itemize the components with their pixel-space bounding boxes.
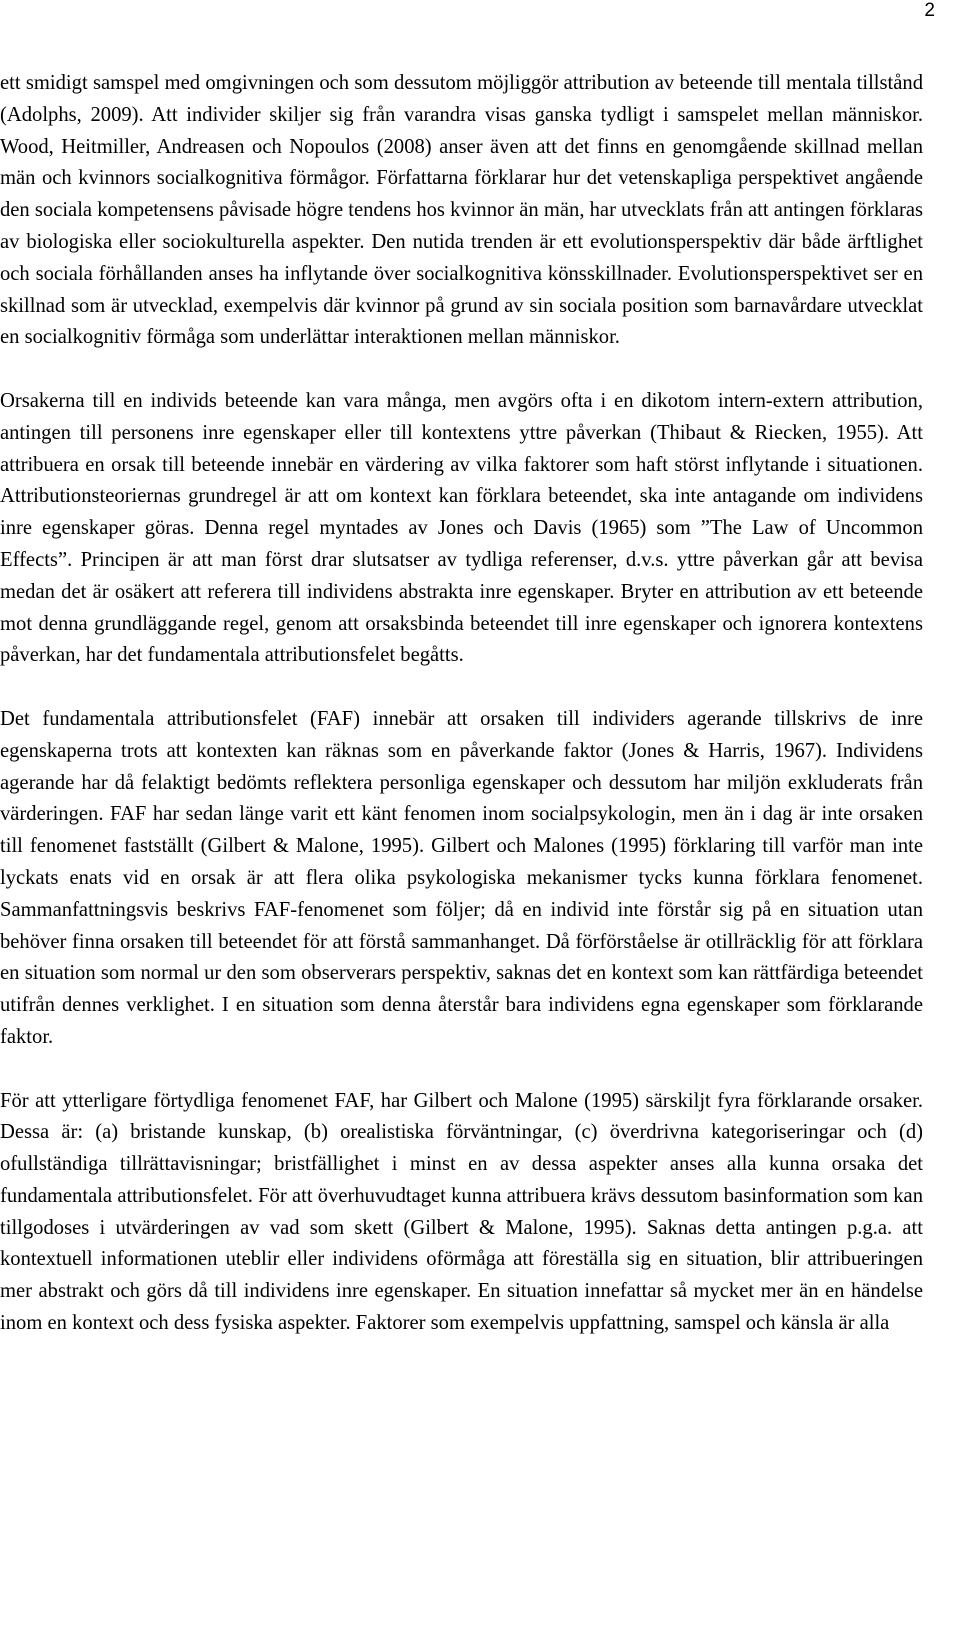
page-number: 2 bbox=[924, 0, 935, 21]
paragraph-4: För att ytterligare förtydliga fenomenet FAF, har Gilbert och Malone (1995) särskiljt fyra förklarande orsaker. Dessa är: (a) bristande kunskap, (b) orealistiska förväntningar, (c) överdrivna kategoriseringar och (d) ofullständiga tillrättavisningar; bristfällighet i minst en av dessa aspekter anses alla kunna orsaka det fundamentala attributionsfelet. För att överhuvudtaget kunna attribuera krävs dessutom basinformation som kan tillgodoses i utvärderingen av vad som skett (Gilbert & Malone, 1995). Saknas detta antingen p.g.a. att kontextuell informationen uteblir eller individens oförmåga att föreställa sig en situation, blir attribueringen mer abstrakt och görs då till individens inre egenskaper. En situation innefattar så mycket mer än en händelse inom en kontext och dess fysiska aspekter. Faktorer som exempelvis uppfattning, samspel och känsla är alla bbox=[0, 1089, 923, 1335]
paragraph-1: ett smidigt samspel med omgivningen och som dessutom möjliggör attribution av beteende till mentala tillstånd (Adolphs, 2009). Att individer skiljer sig från varandra visas ganska tydligt i samspelet mellan människor. Wood, Heitmiller, Andreasen och Nopoulos (2008) anser även att det finns en genomgående skillnad mellan män och kvinnors socialkognitiva förmågor. Författarna förklarar hur det vetenskapliga perspektivet angående den sociala kompetensens påvisade högre tendens hos kvinnor än män, har utvecklats från att antingen förklaras av biologiska eller sociokulturella aspekter. Den nutida trenden är ett evolutionsperspektiv där både ärftlighet och sociala förhållanden anses ha inflytande över socialkognitiva könsskillnader. Evolutionsperspektivet ser en skillnad som är utvecklad, exempelvis där kvinnor på grund av sin sociala position som barnavårdare utvecklat en socialkognitiv förmåga som underlättar interaktionen mellan människor. bbox=[0, 72, 923, 349]
document-body bbox=[0, 68, 923, 1340]
paragraph-3: Det fundamentala attributionsfelet (FAF) innebär att orsaken till individers agerande tillskrivs de inre egenskaperna trots att kontexten kan räknas som en påverkande faktor (Jones & Harris, 1967). Individens agerande har då felaktigt bedömts reflektera personliga egenskaper och dessutom har miljön exkluderats från värderingen. FAF har sedan länge varit ett känt fenomen inom socialpsykologin, men än i dag är inte orsaken till fenomenet fastställt (Gilbert & Malone, 1995). Gilbert och Malones (1995) förklaring till varför man inte lyckats enats vid en orsak är att flera olika psykologiska mekanismer tycks kunna förklara fenomenet. Sammanfattningsvis beskrivs FAF-fenomenet som följer; då en individ inte förstår sig på en situation utan behöver finna orsaken till beteendet för att förstå sammanhanget. Då förförståelse är otillräcklig för att förklara en situation som normal ur den som observerars perspektiv, saknas det en kontext som kan rättfärdiga beteendet utifrån dennes verklighet. I en situation som denna återstår bara individens egna egenskaper som förklarande faktor. bbox=[0, 707, 923, 1048]
paragraph-2: Orsakerna till en individs beteende kan vara många, men avgörs ofta i en dikotom intern-extern attribution, antingen till personens inre egenskaper eller till kontextens yttre påverkan (Thibaut & Riecken, 1955). Att attribuera en orsak till beteende innebär en värdering av vilka faktorer som haft störst inflytande i situationen. Attributionsteoriernas grundregel är att om kontext kan förklara beteendet, ska inte antagande om individens inre egenskaper göras. Denna regel myntades av Jones och Davis (1965) som ”The Law of Uncommon Effects”. Principen är att man först drar slutsatser av tydliga referenser, d.v.s. yttre påverkan går att bevisa medan det är osäkert att referera till individens abstrakta inre egenskaper. Bryter en attribution av ett beteende mot denna grundläggande regel, genom att orsaksbinda beteendet till inre egenskaper och ignorera kontextens påverkan, har det fundamentala attributionsfelet begåtts. bbox=[0, 389, 923, 667]
